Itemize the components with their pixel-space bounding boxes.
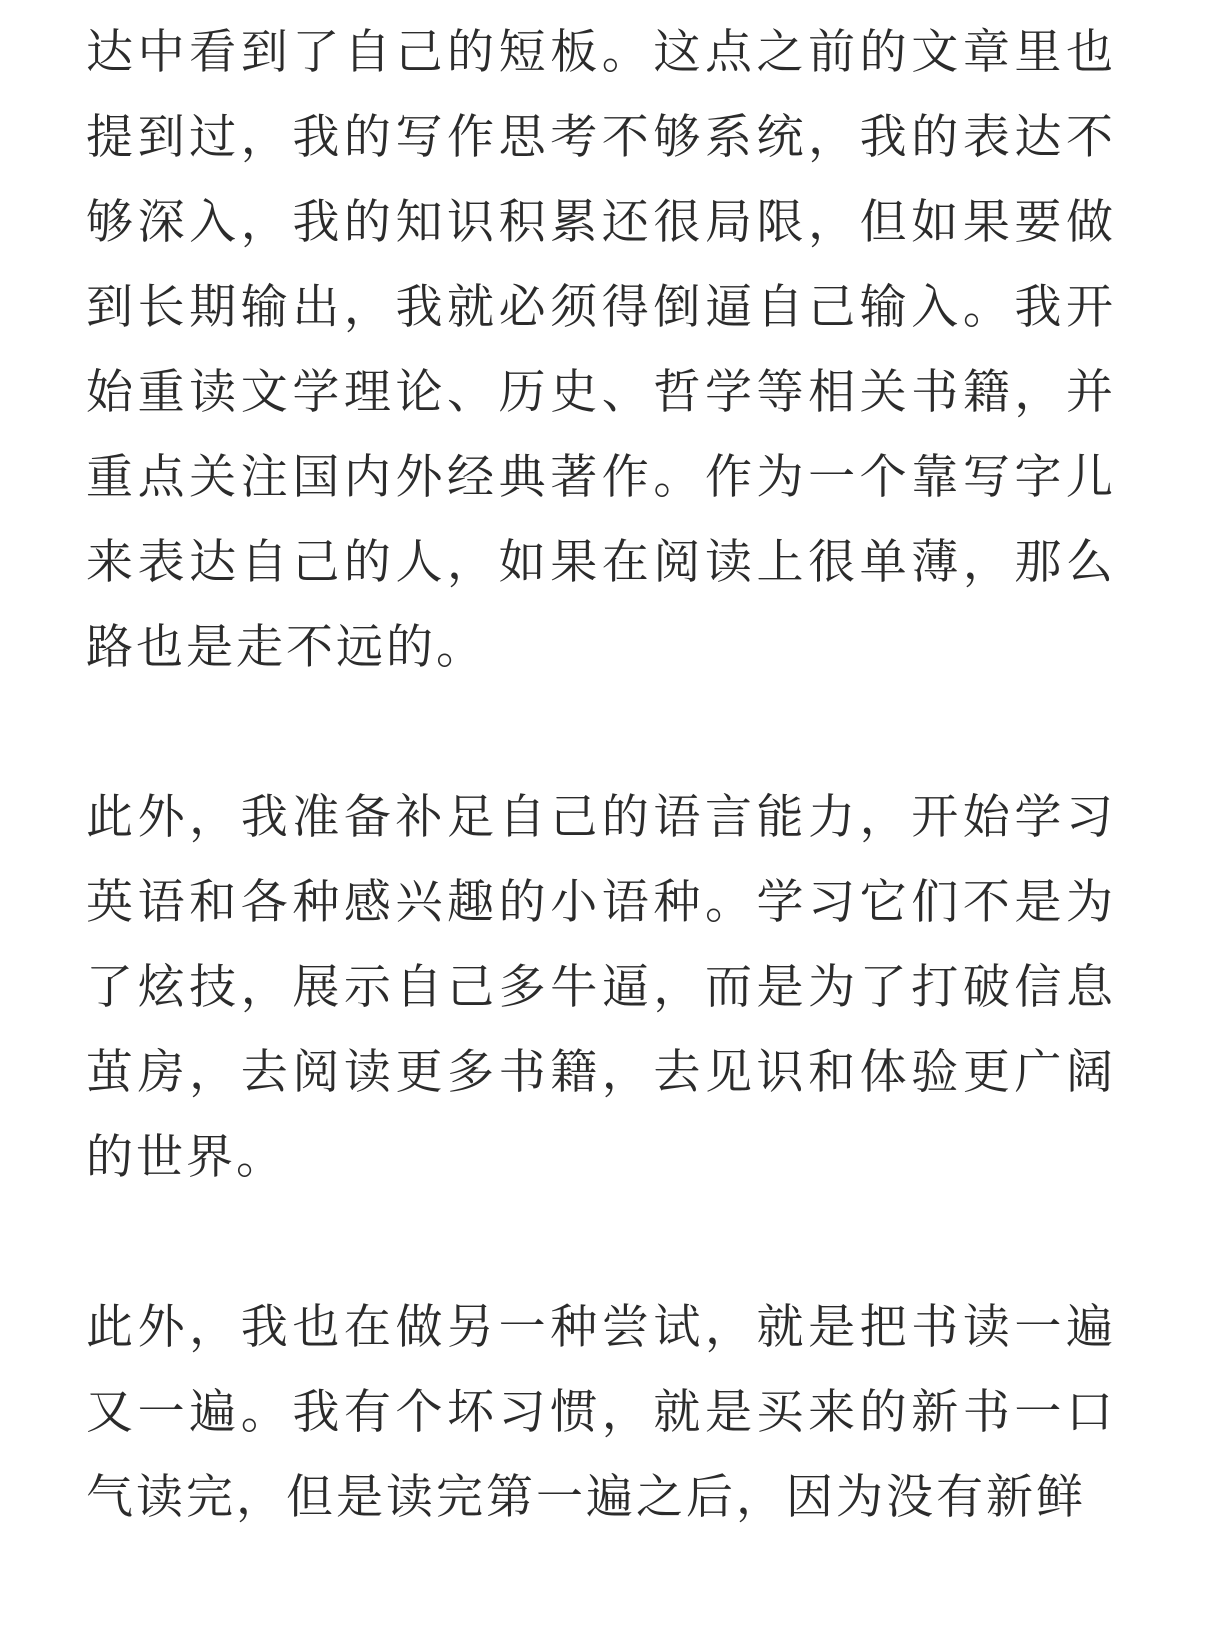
paragraph-rereading-books: 此外，我也在做另一种尝试，就是把书读一遍又一遍。我有个坏习惯，就是买来的新书一口气读完，但是读完第一遍之后，因为没有新鲜 — [86, 1300, 1116, 1525]
paragraph-language-learning: 此外，我准备补足自己的语言能力，开始学习英语和各种感兴趣的小语种。学习它们不是为了炫技，展示自己多牛逼，而是为了打破信息茧房，去阅读更多书籍，去见识和体验更广阔的世界。 — [86, 790, 1116, 1185]
paragraph-reading-shortcomings: 达中看到了自己的短板。这点之前的文章里也提到过，我的写作思考不够系统，我的表达不够深入，我的知识积累还很局限，但如果要做到长期输出，我就必须得倒逼自己输入。我开始重读文学理论、历史、哲学等相关书籍，并重点关注国内外经典著作。作为一个靠写字儿来表达自己的人，如果在阅读上很单薄，那么路也是走不远的。 — [86, 25, 1116, 675]
article-body — [86, 10, 1116, 1540]
